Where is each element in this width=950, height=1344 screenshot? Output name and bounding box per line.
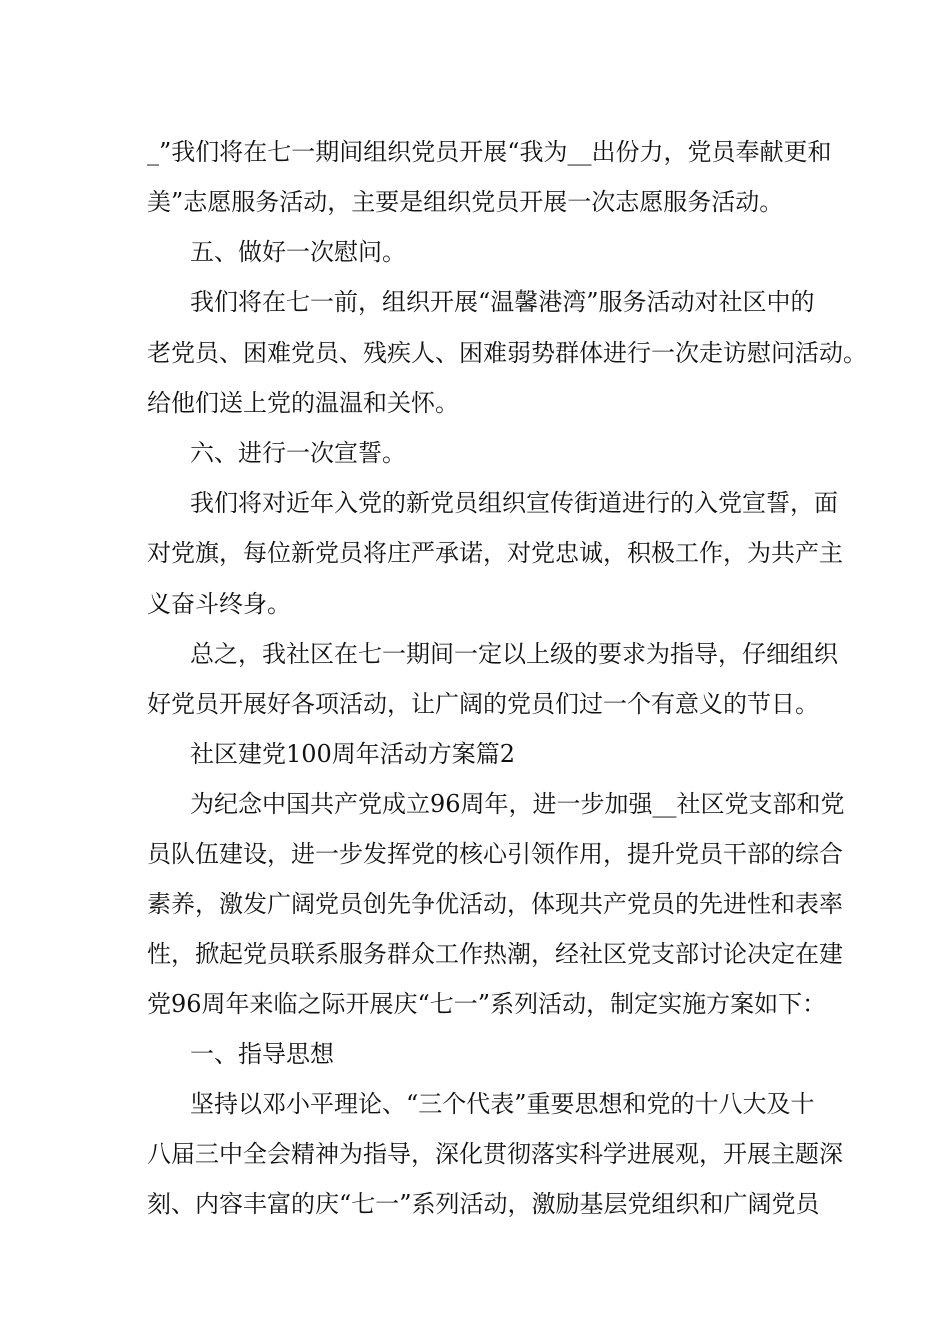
text-line: 员队伍建设，进一步发挥党的核心引领作用，提升党员干部的综合	[147, 840, 843, 868]
text-line: 为纪念中国共产党成立96周年，进一步加强__社区党支部和党	[190, 790, 845, 818]
text-line: 给他们送上党的温温和关怀。	[147, 389, 459, 417]
text-line: 总之，我社区在七一期间一定以上级的要求为指导，仔细组织	[190, 640, 838, 668]
text-line: 义奋斗终身。	[147, 590, 291, 618]
text-line: 我们将对近年入党的新党员组织宣传街道进行的入党宣誓，面	[190, 489, 838, 517]
text-line: 刻、内容丰富的庆“七一”系列活动，激励基层党组织和广阔党员	[147, 1190, 820, 1218]
text-line: 坚持以邓小平理论、“三个代表”重要思想和党的十八大及十	[190, 1090, 815, 1118]
text-line: 素养，激发广阔党员创先争优活动，体现共产党员的先进性和表率	[147, 890, 843, 918]
text-line: _”我们将在七一期间组织党员开展“我为__出份力，党员奉献更和	[147, 138, 832, 166]
text-line: 我们将在七一前，组织开展“温馨港湾”服务活动对社区中的	[190, 288, 815, 316]
text-line: 美”志愿服务活动，主要是组织党员开展一次志愿服务活动。	[147, 188, 784, 216]
article-title: 社区建党100周年活动方案篇2	[190, 740, 516, 768]
section-heading: 一、指导思想	[190, 1040, 334, 1068]
text-line: 党96周年来临之际开展庆“七一”系列活动，制定实施方案如下：	[147, 990, 827, 1018]
text-line: 八届三中全会精神为指导，深化贯彻落实科学进展观，开展主题深	[147, 1140, 843, 1168]
text-line: 老党员、困难党员、残疾人、困难弱势群体进行一次走访慰问活动。	[147, 339, 867, 367]
text-line: 对党旗，每位新党员将庄严承诺，对党忠诚，积极工作，为共产主	[147, 539, 843, 567]
text-line: 好党员开展好各项活动，让广阔的党员们过一个有意义的节日。	[147, 690, 819, 718]
text-line: 性，掀起党员联系服务群众工作热潮，经社区党支部讨论决定在建	[147, 940, 843, 968]
section-heading: 六、进行一次宣誓。	[190, 439, 406, 467]
section-heading: 五、做好一次慰问。	[190, 238, 406, 266]
